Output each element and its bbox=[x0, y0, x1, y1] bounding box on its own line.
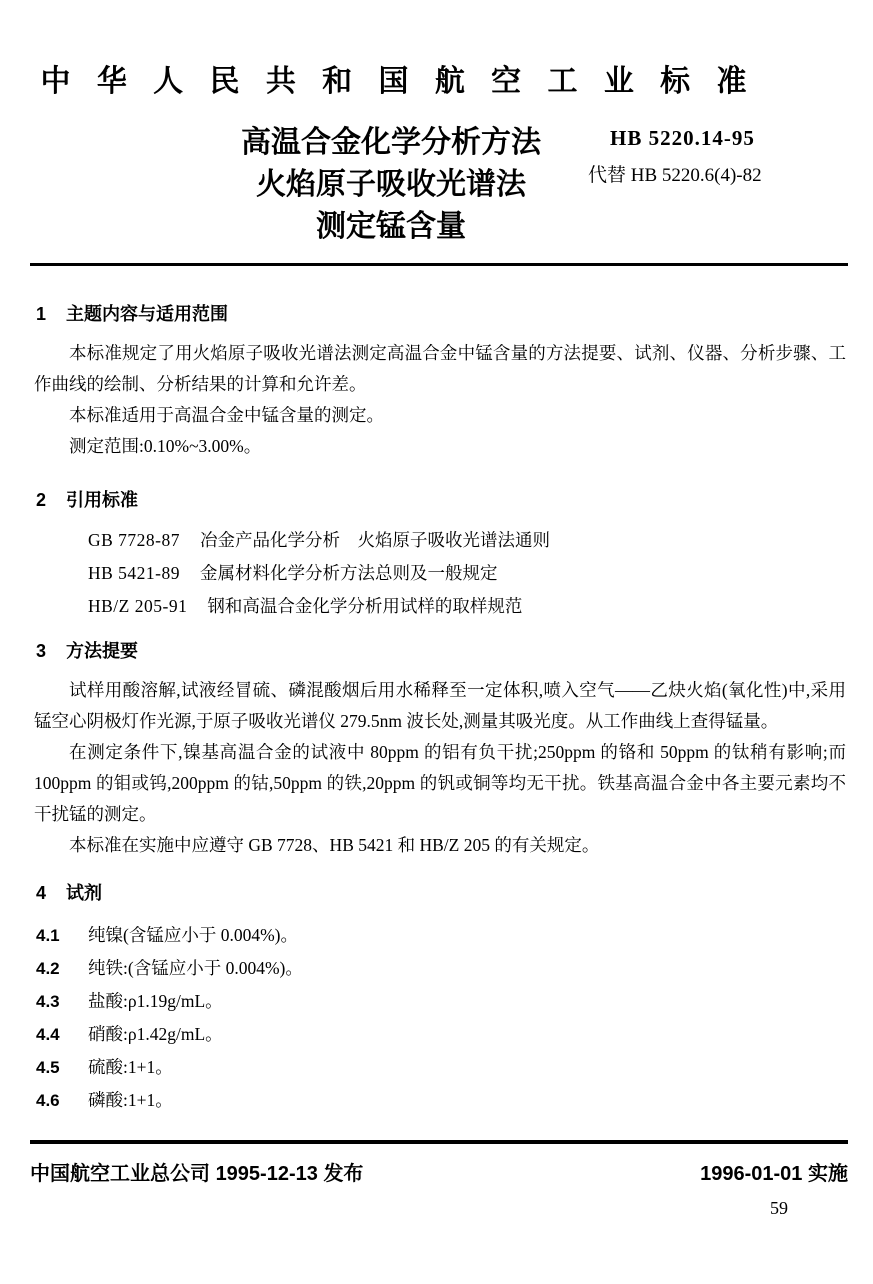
reagent-text: 纯镍(含锰应小于 0.004%)。 bbox=[88, 925, 298, 945]
reference-code: HB 5421-89 bbox=[88, 563, 181, 583]
footer-issuer: 中国航空工业总公司 bbox=[30, 1163, 210, 1185]
footer-issue bbox=[30, 1157, 363, 1186]
reagent-item bbox=[36, 1084, 848, 1117]
doc-title-line2: 火焰原子吸收光谱法 bbox=[256, 168, 526, 201]
section-2-number: 2 bbox=[36, 490, 47, 510]
page-number: 59 bbox=[770, 1198, 788, 1218]
reagent-text: 硫酸:1+1。 bbox=[88, 1057, 173, 1077]
footer-impl-label: 实施 bbox=[808, 1163, 848, 1185]
reagent-list bbox=[36, 919, 848, 1117]
footer-issue-date: 1995-12-13 bbox=[215, 1163, 318, 1185]
reference-title: 冶金产品化学分析 火焰原子吸收光谱法通则 bbox=[200, 530, 551, 550]
doc-title-line1: 高温合金化学分析方法 bbox=[241, 126, 541, 159]
section-1-number: 1 bbox=[36, 304, 47, 324]
title-block bbox=[30, 122, 848, 248]
reagent-item bbox=[36, 919, 848, 952]
standard-number: HB 5220.14-95 bbox=[610, 126, 755, 150]
reference-item bbox=[88, 524, 848, 557]
section-3-paragraph-3: 本标准在实施中应遵守 GB 7728、HB 5421 和 HB/Z 205 的有关规定。 bbox=[69, 835, 600, 855]
reagent-number: 4.3 bbox=[36, 992, 60, 1011]
section-2-title: 引用标准 bbox=[66, 490, 138, 510]
reagent-text: 纯铁:(含锰应小于 0.004%)。 bbox=[88, 958, 303, 978]
reference-code: HB/Z 205-91 bbox=[88, 596, 188, 616]
standard-number-block bbox=[588, 126, 762, 187]
reagent-number: 4.2 bbox=[36, 959, 60, 978]
reagent-text: 硝酸:ρ1.42g/mL。 bbox=[88, 1024, 223, 1044]
reagent-item bbox=[36, 952, 848, 985]
section-3-paragraph-2: 在测定条件下,镍基高温合金的试液中 80ppm 的铝有负干扰;250ppm 的铬和 50ppm 的钛稍有影响;而 100ppm 的钼或钨,200ppm 的钴,50ppm 的铁,20ppm 的钒或铜等均无干扰。铁基高温合金中各主要元素均不干扰锰的测定。 bbox=[34, 742, 846, 824]
doc-title-line3: 测定锰含量 bbox=[316, 210, 466, 243]
reagent-text: 盐酸:ρ1.19g/mL。 bbox=[88, 991, 223, 1011]
title-divider-rule bbox=[30, 263, 848, 266]
footer-implementation bbox=[700, 1157, 848, 1186]
section-1-paragraph-2: 本标准适用于高温合金中锰含量的测定。 bbox=[69, 405, 384, 425]
reagent-number: 4.5 bbox=[36, 1058, 60, 1077]
section-3-heading bbox=[36, 639, 848, 663]
superseded-standard: 代替 HB 5220.6(4)-82 bbox=[588, 165, 762, 186]
section-4-title: 试剂 bbox=[66, 883, 102, 903]
standard-class-title: 中 华 人 民 共 和 国 航 空 工 业 标 准 bbox=[40, 65, 756, 98]
reagent-item bbox=[36, 1051, 848, 1084]
reagent-number: 4.6 bbox=[36, 1091, 60, 1110]
section-1-title: 主题内容与适用范围 bbox=[66, 304, 228, 324]
section-2-heading bbox=[36, 488, 848, 512]
page-footer bbox=[30, 1140, 848, 1219]
section-1-heading bbox=[36, 302, 848, 326]
footer-row bbox=[30, 1157, 848, 1186]
section-4-heading bbox=[36, 881, 848, 905]
reagent-item bbox=[36, 1018, 848, 1051]
footer-divider-rule bbox=[30, 1140, 848, 1144]
reference-item bbox=[88, 557, 848, 590]
reference-title: 钢和高温合金化学分析用试样的取样规范 bbox=[207, 596, 523, 616]
footer-impl-date: 1996-01-01 bbox=[700, 1163, 803, 1185]
reagent-item bbox=[36, 985, 848, 1018]
section-1-paragraph-3: 测定范围:0.10%~3.00%。 bbox=[69, 436, 262, 456]
section-1-paragraph-1: 本标准规定了用火焰原子吸收光谱法测定高温合金中锰含量的方法提要、试剂、仪器、分析步骤、工作曲线的绘制、分析结果的计算和允许差。 bbox=[34, 343, 846, 394]
section-4-number: 4 bbox=[36, 883, 47, 903]
reference-code: GB 7728-87 bbox=[88, 530, 181, 550]
footer-issue-label: 发布 bbox=[323, 1163, 364, 1185]
reference-item bbox=[88, 590, 848, 623]
section-3-number: 3 bbox=[36, 641, 47, 661]
reference-list bbox=[88, 524, 848, 623]
reagent-text: 磷酸:1+1。 bbox=[88, 1090, 173, 1110]
section-3-title: 方法提要 bbox=[66, 641, 138, 661]
section-3-paragraph-1: 试样用酸溶解,试液经冒硫、磷混酸烟后用水稀释至一定体积,喷入空气——乙炔火焰(氧化性)中,采用锰空心阴极灯作光源,于原子吸收光谱仪 279.5nm 波长处,测量其吸光度。从工作曲线上查得锰量。 bbox=[34, 680, 846, 731]
reagent-number: 4.4 bbox=[36, 1025, 60, 1044]
reagent-number: 4.1 bbox=[36, 926, 60, 945]
reference-title: 金属材料化学分析方法总则及一般规定 bbox=[200, 563, 498, 583]
